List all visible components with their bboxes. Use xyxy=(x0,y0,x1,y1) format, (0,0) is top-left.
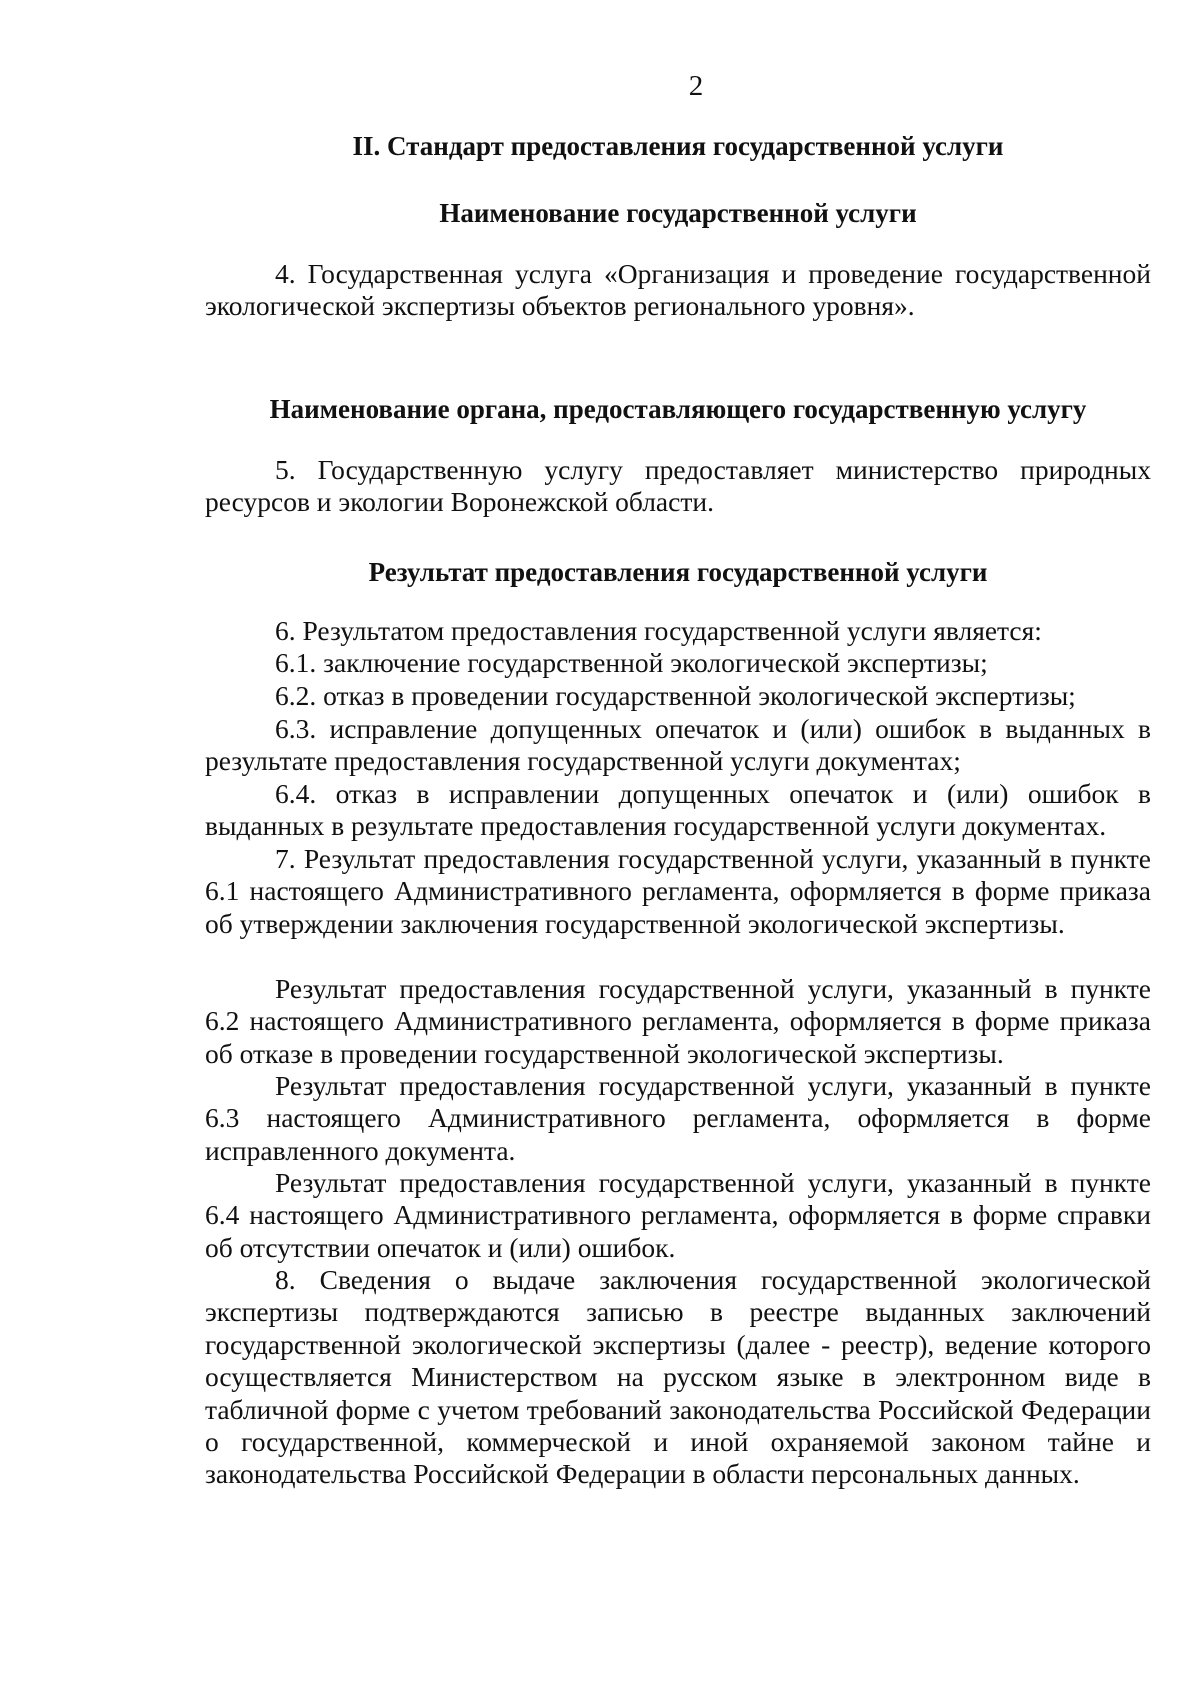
list-item-6-3: 6.3. исправление допущенных опечаток и (или) ошибок в выданных в результате предоставления государственной услуги документах; xyxy=(205,713,1151,777)
heading-service-name: Наименование государственной услуги xyxy=(439,198,917,228)
paragraph-7-result-6-3: Результат предоставления государственной услуги, указанный в пункте 6.3 настоящего Административного регламента, оформляется в форме исправленного документа. xyxy=(205,1070,1151,1166)
heading-authority-name: Наименование органа, предоставляющего государственную услугу xyxy=(269,394,1087,424)
paragraph-4: 4. Государственная услуга «Организация и проведение государственной экологической экспертизы объектов регионального уровня». xyxy=(205,258,1151,322)
paragraph-5: 5. Государственную услугу предоставляет министерство природных ресурсов и экологии Воронежской области. xyxy=(205,454,1151,518)
paragraph-6: 6. Результатом предоставления государственной услуги является: xyxy=(275,615,1042,646)
section-title: II. Стандарт предоставления государственной услуги xyxy=(352,131,1004,161)
list-item-6-1: 6.1. заключение государственной экологической экспертизы; xyxy=(275,647,988,678)
paragraph-8: 8. Сведения о выдаче заключения государственной экологической экспертизы подтверждаются записью в реестре выданных заключений государственной экологической экспертизы (далее - реестр), ведение которого осуществляется Министерством на русском языке в электронном виде в табличной форме с учетом требований законодательства Российской Федерации о государственной, коммерческой и иной охраняемой законом тайне и законодательства Российской Федерации в области персональных данных. xyxy=(205,1264,1151,1490)
paragraph-7-result-6-4: Результат предоставления государственной услуги, указанный в пункте 6.4 настоящего Административного регламента, оформляется в форме справки об отсутствии опечаток и (или) ошибок. xyxy=(205,1167,1151,1263)
paragraph-7-result-6-2: Результат предоставления государственной услуги, указанный в пункте 6.2 настоящего Административного регламента, оформляется в форме приказа об отказе в проведении государственной экологической экспертизы. xyxy=(205,973,1151,1069)
paragraph-7: 7. Результат предоставления государственной услуги, указанный в пункте 6.1 настоящего Административного регламента, оформляется в форме приказа об утверждении заключения государственной экологической экспертизы. xyxy=(205,843,1151,939)
heading-service-result: Результат предоставления государственной услуги xyxy=(368,557,988,587)
page-number: 2 xyxy=(688,70,704,102)
list-item-6-2: 6.2. отказ в проведении государственной экологической экспертизы; xyxy=(275,680,1076,711)
list-item-6-4: 6.4. отказ в исправлении допущенных опечаток и (или) ошибок в выданных в результате предоставления государственной услуги документах. xyxy=(205,778,1151,842)
